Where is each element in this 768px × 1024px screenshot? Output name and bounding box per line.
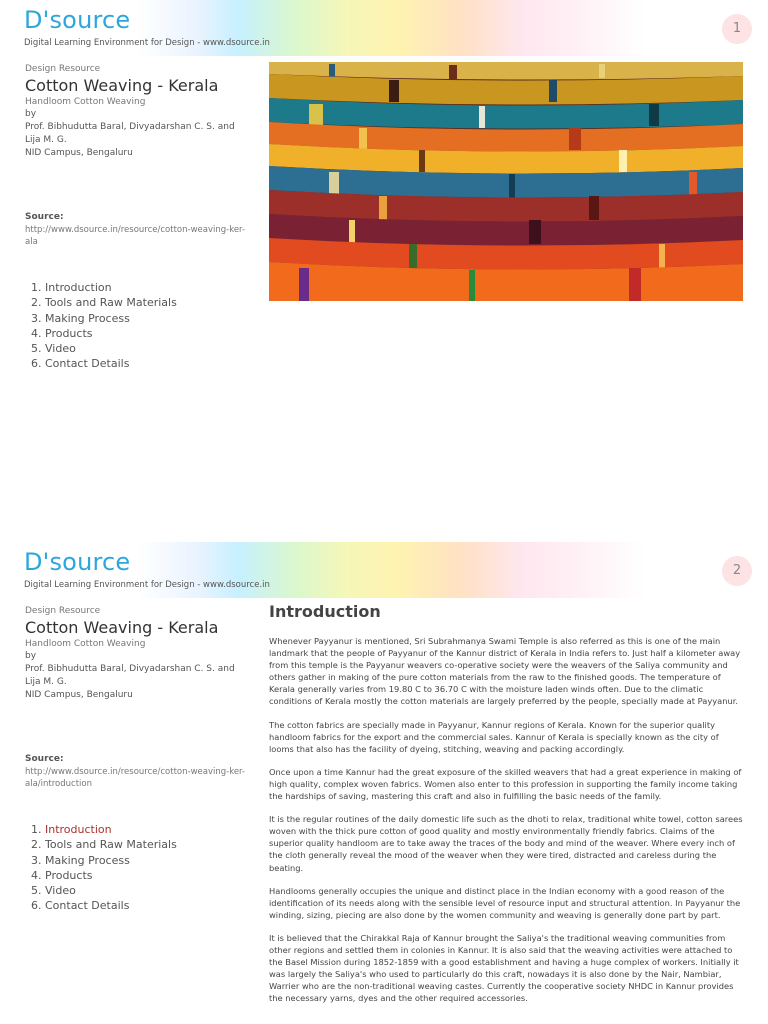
paragraph: Handlooms generally occupies the unique and distinct place in the Indian economy with a good reason of the identification of its needs along with the sensible level of resource input and structural attention. In Payyanur the winding, sizing, piecing are also done by the women community and weaving is generally done part by part.: [269, 885, 741, 920]
dsource-logo[interactable]: D'source: [24, 6, 131, 34]
tagline: Digital Learning Environment for Design - www.dsource.in: [24, 38, 270, 48]
page-number-badge: 2: [722, 556, 752, 586]
paragraph: It is believed that the Chirakkal Raja of Kannur brought the Saliya's the traditional weaving communities from other regions and settled them in colonies in Kannur. It is also said that the weaving activities were attached to the Basel Mission during 1852-1859 with a good establishment and having a huge complex of workers. Initially it was largely the Saliya's who used to particularly do this craft, nowadays it is also done by the Nair, Nambiar, Warrier who are the non-traditional weaving castes. Currently the cooperative society NHDC in Kannur provides the necessary yarns, dyes and the other required accessories.: [269, 932, 739, 1004]
page-number-badge: 1: [722, 14, 752, 44]
subtitle: Handloom Cotton Weaving: [25, 97, 146, 107]
page-header: [0, 542, 768, 598]
paragraph: It is the regular routines of the daily domestic life such as the dhoti to relax, traditional white towel, cotton sarees woven with the thick pure cotton of good quality and mostly environmentally friendly fabrics. Claims of the superior quality handloom are to take away the traces of the body and mind of the weaver. Where every inch of the cloth generally reveal the mood of the weaver when they were tired, distracted and careless during the beating.: [269, 814, 743, 873]
page-title: Cotton Weaving - Kerala: [25, 618, 219, 637]
subtitle: Handloom Cotton Weaving: [25, 639, 146, 649]
campus: NID Campus, Bengaluru: [25, 690, 133, 700]
source-label: Source:: [25, 212, 64, 222]
campus: NID Campus, Bengaluru: [25, 148, 133, 158]
document-page-2: [0, 542, 768, 1024]
toc-item-making-process[interactable]: 3. Making Process: [31, 311, 130, 325]
toc-item-contact[interactable]: 6. Contact Details: [31, 899, 130, 913]
resource-label: Design Resource: [25, 606, 101, 616]
paragraph: The cotton fabrics are specially made in Payyanur, Kannur regions of Kerala. Known for the superior quality handloom fabrics for the export and the commercial sales. Kannur of Kerala is specially known as the city of looms that also has the facility of dyeing, stitching, weaving and packing accordingly.: [269, 719, 719, 754]
toc-item-video[interactable]: 5. Video: [31, 884, 76, 898]
toc-item-products[interactable]: 4. Products: [31, 326, 93, 340]
source-url-link[interactable]: http://www.dsource.in/resource/cotton-weaving-ker-ala: [25, 225, 246, 247]
toc-item-products[interactable]: 4. Products: [31, 868, 93, 882]
toc-item-introduction[interactable]: 1. Introduction: [31, 281, 112, 294]
by-label: by: [25, 651, 37, 661]
toc-item-introduction[interactable]: 1. Introduction: [31, 823, 112, 836]
authors-line-2: Lija M. G.: [25, 677, 67, 687]
toc-item-tools[interactable]: 2. Tools and Raw Materials: [31, 838, 177, 852]
authors-line-2: Lija M. G.: [25, 135, 67, 145]
toc-item-tools[interactable]: 2. Tools and Raw Materials: [31, 296, 177, 310]
paragraph: Whenever Payyanur is mentioned, Sri Subrahmanya Swami Temple is also referred as this is one of the main landmark that the people of Payyanur of the Kannur district of Kerala in India refers to. Just half a kilometer away from this temple is the Payyanur weavers co-operative society were the weavers of the Saliya community and others gather in making of the pure cotton materials from the raw to the finished goods. The temperature of Kerala generally varies from 19.80 C to 36.70 C with the moisture laden winds often. Due to the climatic conditions of Kerala mostly the cotton materials are largely preferred by the people, specially made at Payyanur.: [269, 636, 741, 707]
resource-label: Design Resource: [25, 64, 101, 74]
authors-line-1: Prof. Bibhudutta Baral, Divyadarshan C. S. and: [25, 122, 235, 132]
sidebar: [25, 606, 255, 914]
page-title: Cotton Weaving - Kerala: [25, 76, 219, 95]
authors-line-1: Prof. Bibhudutta Baral, Divyadarshan C. S. and: [25, 664, 235, 674]
toc-nav: [31, 822, 255, 914]
by-label: by: [25, 109, 37, 119]
toc-item-contact[interactable]: 6. Contact Details: [31, 357, 130, 371]
main-content: [269, 602, 743, 1015]
section-heading: Introduction: [269, 602, 381, 621]
page-header: [0, 0, 768, 56]
paragraph: Once upon a time Kannur had the great exposure of the skilled weavers that had a great experience in making of high quality, complex woven fabrics. Women also enter to this profession in supporting the family income taking the hardships of saving, mastering this craft and also in fulfilling the basic needs of the family.: [269, 766, 742, 802]
sidebar: [25, 64, 255, 372]
dsource-logo[interactable]: D'source: [24, 548, 131, 576]
source-url-link[interactable]: http://www.dsource.in/resource/cotton-weaving-ker-ala/introduction: [25, 767, 246, 789]
tagline: Digital Learning Environment for Design - www.dsource.in: [24, 580, 270, 590]
source-label: Source:: [25, 754, 64, 764]
hero-image-stacked-fabrics: [269, 62, 743, 301]
toc-nav: [31, 280, 255, 372]
toc-item-making-process[interactable]: 3. Making Process: [31, 853, 130, 867]
toc-item-video[interactable]: 5. Video: [31, 342, 76, 356]
